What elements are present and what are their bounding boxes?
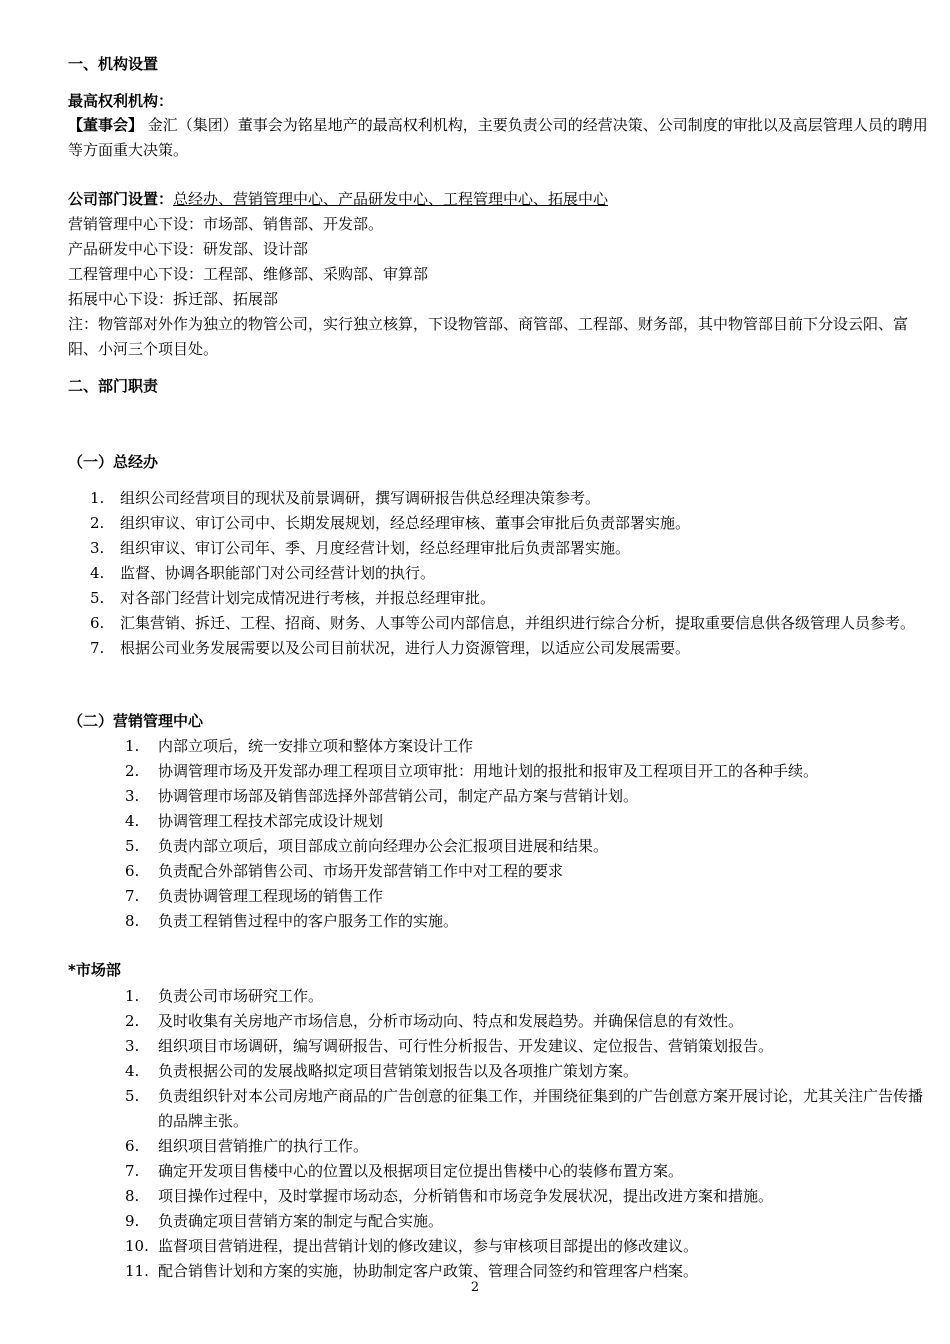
list-item: 4. 负责根据公司的发展战略拟定项目营销策划报告以及各项推广策划方案。 bbox=[125, 1062, 639, 1080]
list-item: 2. 组织审议、审订公司中、长期发展规划，经总经理审核、董事会审批后负责部署实施。 bbox=[90, 514, 691, 532]
sub-dept-line: 拓展中心下设：拆迁部、拓展部 bbox=[68, 290, 279, 308]
list-item: 6. 负责配合外部销售公司、市场开发部营销工作中对工程的要求 bbox=[125, 862, 564, 880]
list-item: 5. 负责内部立项后，项目部成立前向经理办公会汇报项目进展和结果。 bbox=[125, 837, 609, 855]
sub-dept-line: 营销管理中心下设：市场部、销售部、开发部。 bbox=[68, 215, 384, 233]
board-label: 【董事会】 bbox=[68, 116, 144, 134]
page-number: 2 bbox=[470, 1280, 480, 1295]
list-item: 9. 负责确定项目营销方案的制定与配合实施。 bbox=[125, 1212, 444, 1230]
dept-setup-line bbox=[68, 187, 928, 212]
dept-setup-label: 公司部门设置： bbox=[68, 190, 174, 208]
sub-dept-line: 工程管理中心下设：工程部、维修部、采购部、审算部 bbox=[68, 265, 429, 283]
list-item: 7. 根据公司业务发展需要以及公司目前状况，进行人力资源管理，以适应公司发展需要。 bbox=[90, 639, 691, 657]
list-item: 1. 负责公司市场研究工作。 bbox=[125, 987, 324, 1005]
board-paragraph bbox=[68, 113, 928, 163]
market-dept-list bbox=[68, 984, 928, 1284]
list-item: 6. 组织项目营销推广的执行工作。 bbox=[125, 1137, 369, 1155]
marketing-center-heading bbox=[68, 709, 928, 734]
list-item: 3. 组织审议、审订公司年、季、月度经营计划，经总经理审批后负责部署实施。 bbox=[90, 539, 631, 557]
list-item: 1. 内部立项后，统一安排立项和整体方案设计工作 bbox=[125, 737, 474, 755]
section2-heading: 二、部门职责 bbox=[68, 377, 159, 395]
gm-office-list bbox=[68, 486, 928, 661]
list-item: 7. 负责协调管理工程现场的销售工作 bbox=[125, 887, 384, 905]
note-paragraph: 注：物管部对外作为独立的物管公司，实行独立核算，下设物管部、商管部、工程部、财务部，其中物管部目前下分设云阳、富阳、小河三个项目处。 bbox=[68, 315, 909, 358]
list-item: 8. 项目操作过程中，及时掌握市场动态，分析销售和市场竞争发展状况，提出改进方案和措施。 bbox=[125, 1187, 774, 1205]
gm-office-heading-text: （一）总经办 bbox=[68, 453, 159, 471]
sub-dept-line: 产品研发中心下设：研发部、设计部 bbox=[68, 240, 309, 258]
list-item: 2. 协调管理市场及开发部办理工程项目立项审批：用地计划的报批和报审及工程项目开工的各种手续。 bbox=[125, 762, 819, 780]
market-dept-heading bbox=[68, 958, 928, 983]
list-item: 8. 负责工程销售过程中的客户服务工作的实施。 bbox=[125, 912, 459, 930]
board-text: 金汇（集团）董事会为铭星地产的最高权利机构，主要负责公司的经营决策、公司制度的审批以及高层管理人员的聘用等方面重大决策。 bbox=[68, 116, 928, 159]
list-item: 7. 确定开发项目售楼中心的位置以及根据项目定位提出售楼中心的装修布置方案。 bbox=[125, 1162, 684, 1180]
gm-office-heading bbox=[68, 450, 928, 475]
list-item: 4. 协调管理工程技术部完成设计规划 bbox=[125, 812, 384, 830]
marketing-center-list bbox=[68, 734, 928, 934]
list-item: 2. 及时收集有关房地产市场信息，分析市场动向、特点和发展趋势。并确保信息的有效性。 bbox=[125, 1012, 744, 1030]
list-item: 4. 监督、协调各职能部门对公司经营计划的执行。 bbox=[90, 564, 436, 582]
list-item: 11. 配合销售计划和方案的实施，协助制定客户政策、管理合同签约和管理客户档案。 bbox=[125, 1262, 699, 1280]
dept-setup-list: 总经办、营销管理中心、产品研发中心、工程管理中心、拓展中心 bbox=[173, 190, 609, 208]
list-item: 3. 协调管理市场部及销售部选择外部营销公司，制定产品方案与营销计划。 bbox=[125, 787, 639, 805]
authority-subheading: 最高权利机构： bbox=[68, 92, 174, 110]
marketing-center-heading-text: （二）营销管理中心 bbox=[68, 712, 204, 730]
market-dept-heading-text: *市场部 bbox=[68, 961, 121, 979]
list-item: 1. 组织公司经营项目的现状及前景调研，撰写调研报告供总经理决策参考。 bbox=[90, 489, 601, 507]
section1-heading: 一、机构设置 bbox=[68, 55, 159, 73]
list-item: 10. 监督项目营销进程，提出营销计划的修改建议，参与审核项目部提出的修改建议。 bbox=[125, 1237, 699, 1255]
list-item: 3. 组织项目市场调研，编写调研报告、可行性分析报告、开发建议、定位报告、营销策划报告。 bbox=[125, 1037, 774, 1055]
list-item: 5. 对各部门经营计划完成情况进行考核，并报总经理审批。 bbox=[90, 589, 496, 607]
list-item: 5. 负责组织针对本公司房地产商品的广告创意的征集工作，并围绕征集到的广告创意方案开展讨论，尤其关注广告传播的品牌主张。 bbox=[125, 1087, 924, 1130]
list-item: 6. 汇集营销、拆迁、工程、招商、财务、人事等公司内部信息，并组织进行综合分析，提取重要信息供各级管理人员参考。 bbox=[90, 614, 916, 632]
